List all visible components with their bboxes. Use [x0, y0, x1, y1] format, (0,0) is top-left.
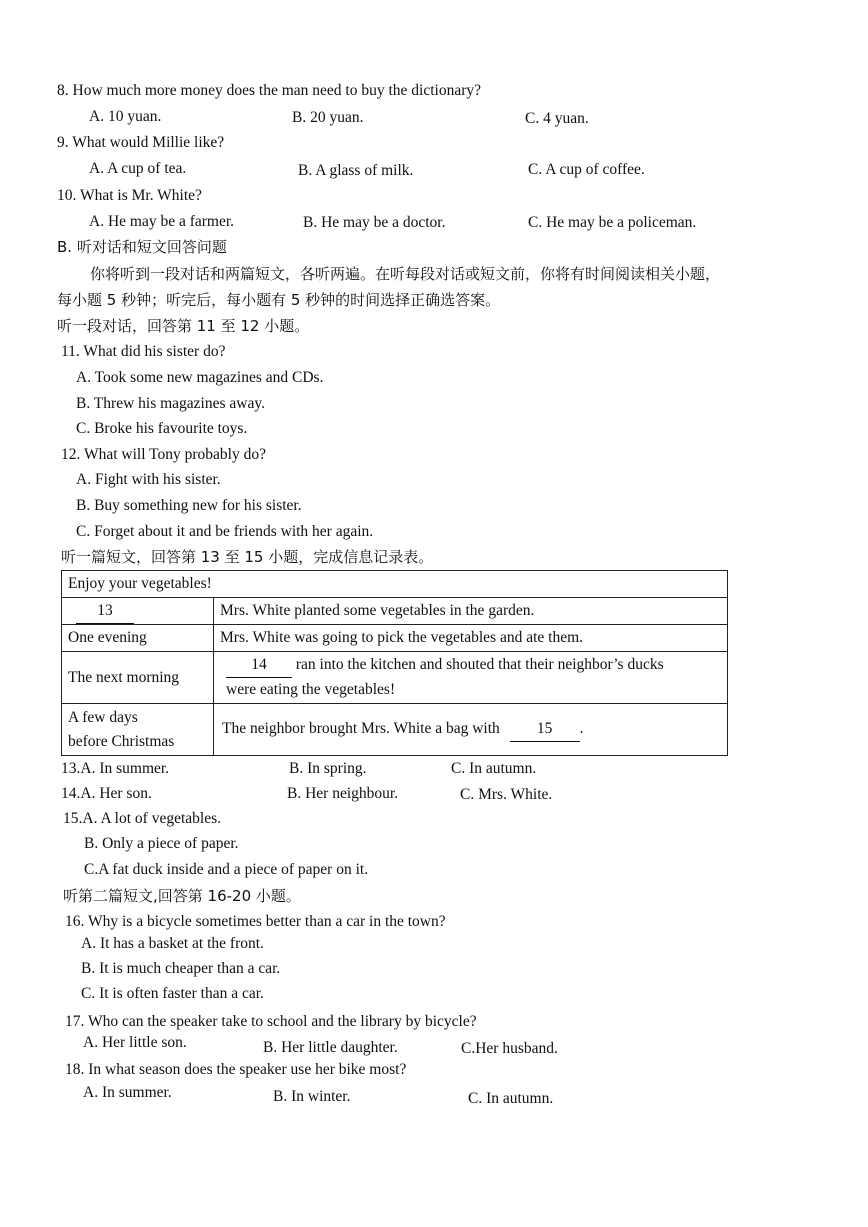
table-row1-right: Mrs. White planted some vegetables in the garden. [214, 598, 728, 625]
question-12: 12. What will Tony probably do? [61, 446, 266, 463]
option-14c: C. Mrs. White. [460, 786, 553, 803]
option-9c: C. A cup of coffee. [528, 161, 645, 178]
question-8: 8. How much more money does the man need to buy the dictionary? [57, 82, 481, 99]
table-row3-text-b: were eating the vegetables! [226, 681, 396, 698]
option-12c: C. Forget about it and be friends with her again. [76, 523, 374, 540]
option-8c: C. 4 yuan. [525, 110, 589, 127]
table-row3-left: The next morning [62, 652, 214, 704]
table-row4-left-a: A few days [68, 708, 138, 726]
blank-14: 14 [226, 653, 292, 678]
section-b-intro-line2: 每小题 5 秒钟；听完后，每小题有 5 秒钟的时间选择正确选答案。 [57, 291, 501, 309]
table-row1-left [62, 598, 214, 625]
option-17b: B. Her little daughter. [263, 1039, 398, 1056]
option-15a: 15.A. A lot of vegetables. [63, 810, 221, 827]
option-10c: C. He may be a policeman. [528, 214, 697, 231]
question-17: 17. Who can the speaker take to school and the library by bicycle? [65, 1013, 477, 1030]
table-row4-end: . [579, 720, 584, 737]
option-18c: C. In autumn. [468, 1090, 554, 1107]
dialogue-instruction: 听一段对话，回答第 11 至 12 小题。 [57, 317, 310, 335]
option-12a: A. Fight with his sister. [76, 471, 221, 488]
option-17c: C.Her husband. [461, 1040, 558, 1057]
section-b-heading: B. 听对话和短文回答问题 [57, 238, 227, 256]
info-record-table [61, 570, 728, 756]
option-9a: A. A cup of tea. [89, 160, 187, 177]
table-title: Enjoy your vegetables! [62, 571, 728, 598]
question-18: 18. In what season does the speaker use her bike most? [65, 1061, 407, 1078]
table-row2-right: Mrs. White was going to pick the vegetables and ate them. [214, 625, 728, 652]
option-10b: B. He may be a doctor. [303, 214, 446, 231]
option-12b: B. Buy something new for his sister. [76, 497, 302, 514]
option-9b: B. A glass of milk. [298, 162, 414, 179]
option-17a: A. Her little son. [83, 1034, 187, 1051]
option-11b: B. Threw his magazines away. [76, 395, 265, 412]
option-11a: A. Took some new magazines and CDs. [76, 369, 324, 386]
question-9: 9. What would Millie like? [57, 134, 225, 151]
option-14a: 14.A. Her son. [61, 785, 152, 802]
section-b-intro-line1: 你将听到一段对话和两篇短文，各听两遍。在听每段对话或短文前，你将有时间阅读相关小题， [90, 265, 721, 283]
option-13a: 13.A. In summer. [61, 760, 170, 777]
option-14b: B. Her neighbour. [287, 785, 399, 802]
option-16a: A. It has a basket at the front. [81, 935, 264, 952]
table-row4-left [62, 704, 214, 756]
option-10a: A. He may be a farmer. [89, 213, 235, 230]
option-15b: B. Only a piece of paper. [84, 835, 239, 852]
option-15c: C.A fat duck inside and a piece of paper on it. [84, 861, 369, 878]
table-row4-left-b: before Christmas [68, 732, 175, 750]
option-8a: A. 10 yuan. [89, 108, 162, 125]
option-18b: B. In winter. [273, 1088, 351, 1105]
table-row3-text-a: ran into the kitchen and shouted that their neighbor’s ducks [295, 656, 664, 673]
passage1-instruction: 听一篇短文，回答第 13 至 15 小题，完成信息记录表。 [61, 548, 434, 566]
option-11c: C. Broke his favourite toys. [76, 420, 248, 437]
option-8b: B. 20 yuan. [292, 109, 364, 126]
table-row2-left: One evening [62, 625, 214, 652]
blank-13: 13 [76, 599, 134, 624]
table-row4-right [214, 704, 728, 756]
table-row4-text: The neighbor brought Mrs. White a bag with [222, 720, 500, 737]
option-13b: B. In spring. [289, 760, 367, 777]
passage2-instruction: 听第二篇短文,回答第 16-20 小题。 [63, 887, 301, 905]
question-16: 16. Why is a bicycle sometimes better than a car in the town? [65, 913, 446, 930]
question-11: 11. What did his sister do? [61, 343, 226, 360]
option-13c: C. In autumn. [451, 760, 537, 777]
table-row3-right [214, 652, 728, 704]
blank-15: 15 [510, 717, 580, 742]
option-18a: A. In summer. [83, 1084, 172, 1101]
question-10: 10. What is Mr. White? [57, 187, 202, 204]
option-16b: B. It is much cheaper than a car. [81, 960, 281, 977]
option-16c: C. It is often faster than a car. [81, 985, 264, 1002]
